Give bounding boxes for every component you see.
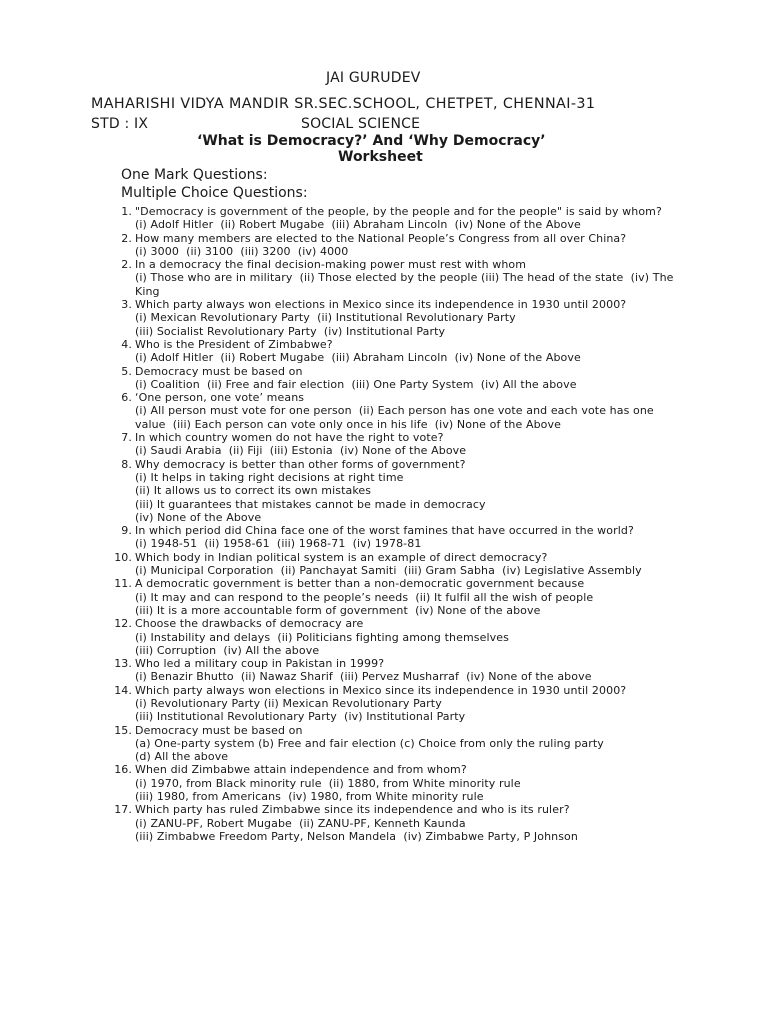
answer-options: (i) It helps in taking right decisions at right time	[135, 470, 404, 484]
question-item	[106, 763, 686, 803]
question-number: 2.	[121, 231, 132, 245]
question-number: 2.	[121, 258, 132, 272]
answer-options: (i) It may and can respond to the people’s needs (ii) It fulfil all the wish of people	[135, 590, 594, 604]
worksheet-title: ‘What is Democracy?’ And ‘Why Democracy’	[197, 133, 546, 149]
answer-options: (iii) Corruption (iv) All the above	[135, 643, 320, 657]
question-item	[106, 577, 686, 617]
question-text: Democracy must be based on	[135, 723, 303, 737]
question-number: 10.	[114, 550, 132, 564]
question-text: In a democracy the final decision-making power must rest with whom	[135, 258, 527, 272]
question-text: Choose the drawbacks of democracy are	[135, 617, 364, 631]
answer-options: (d) All the above	[135, 750, 229, 764]
answer-options: (i) Those who are in military (ii) Those elected by the people (iii) The head of the state (iv) The King	[135, 271, 678, 298]
question-number: 5.	[121, 364, 132, 378]
answer-options: (iii) Socialist Revolutionary Party (iv) Institutional Party	[135, 324, 446, 338]
question-item	[106, 205, 686, 232]
question-text: Who is the President of Zimbabwe?	[135, 337, 333, 351]
question-number: 4.	[121, 337, 132, 351]
question-text: Why democracy is better than other forms of government?	[135, 457, 466, 471]
answer-options: (i) Adolf Hitler (ii) Robert Mugabe (iii) Abraham Lincoln (iv) None of the Above	[135, 218, 581, 232]
standard-label: STD : IX	[91, 116, 149, 132]
question-number: 13.	[114, 657, 132, 671]
question-item	[106, 298, 686, 338]
question-number: 3.	[121, 298, 132, 312]
question-item	[106, 551, 686, 578]
answer-options: (i) Instability and delays (ii) Politicians fighting among themselves	[135, 630, 509, 644]
subject-label: SOCIAL SCIENCE	[301, 116, 421, 132]
question-number: 6.	[121, 391, 132, 405]
question-item	[106, 338, 686, 365]
answer-options: (i) 1948-51 (ii) 1958-61 (iii) 1968-71 (iv) 1978-81	[135, 537, 422, 551]
question-text: When did Zimbabwe attain independence and from whom?	[135, 763, 467, 777]
question-item	[106, 657, 686, 684]
question-number: 9.	[121, 524, 132, 538]
question-text: Which body in Indian political system is an example of direct democracy?	[135, 550, 548, 564]
worksheet-subtitle: Worksheet	[338, 149, 423, 165]
question-text: "Democracy is government of the people, by the people and for the people" is said by whom?	[135, 205, 662, 218]
answer-options: (iii) 1980, from Americans (iv) 1980, from White minority rule	[135, 790, 484, 804]
question-item	[106, 258, 686, 298]
question-text: ‘One person, one vote’ means	[135, 391, 305, 405]
answer-options: (iv) None of the Above	[135, 510, 262, 524]
question-item	[106, 391, 686, 431]
answer-options: (ii) It allows us to correct its own mistakes	[135, 484, 372, 498]
question-list	[106, 205, 686, 843]
answer-options: (i) All person must vote for one person (ii) Each person has one vote and each vote has one value (iii) Each person can vote only once in his life (iv) None of the Above	[135, 404, 658, 431]
answer-options: (i) 3000 (ii) 3100 (iii) 3200 (iv) 4000	[135, 244, 349, 258]
question-text: How many members are elected to the National People’s Congress from all over China?	[135, 231, 627, 245]
question-item	[106, 458, 686, 524]
answer-options: (iii) Institutional Revolutionary Party (iv) Institutional Party	[135, 710, 466, 724]
question-number: 11.	[114, 577, 132, 591]
answer-options: (i) Saudi Arabia (ii) Fiji (iii) Estonia (iv) None of the Above	[135, 444, 467, 458]
answer-options: (i) 1970, from Black minority rule (ii) 1880, from White minority rule	[135, 776, 521, 790]
question-number: 8.	[121, 457, 132, 471]
blessing-header: JAI GURUDEV	[326, 70, 421, 86]
question-item	[106, 524, 686, 551]
question-number: 16.	[114, 763, 132, 777]
answer-options: (iii) Zimbabwe Freedom Party, Nelson Mandela (iv) Zimbabwe Party, P Johnson	[135, 829, 578, 843]
school-name: MAHARISHI VIDYA MANDIR SR.SEC.SCHOOL, CHETPET, CHENNAI-31	[91, 96, 596, 112]
question-item	[106, 617, 686, 657]
question-number: 7.	[121, 431, 132, 445]
question-item	[106, 232, 686, 259]
answer-options: (i) Benazir Bhutto (ii) Nawaz Sharif (iii) Pervez Musharraf (iv) None of the above	[135, 670, 592, 684]
answer-options: (iii) It guarantees that mistakes cannot be made in democracy	[135, 497, 486, 511]
answer-options: (a) One-party system (b) Free and fair election (c) Choice from only the ruling party	[135, 736, 604, 750]
answer-options: (i) Coalition (ii) Free and fair election (iii) One Party System (iv) All the above	[135, 377, 577, 391]
question-number: 15.	[114, 723, 132, 737]
answer-options: (i) Revolutionary Party (ii) Mexican Revolutionary Party	[135, 696, 442, 710]
question-text: In which country women do not have the right to vote?	[135, 431, 444, 445]
answer-options: (i) Mexican Revolutionary Party (ii) Institutional Revolutionary Party	[135, 311, 516, 325]
question-text: Who led a military coup in Pakistan in 1999?	[135, 657, 385, 671]
question-number: 12.	[114, 617, 132, 631]
question-item	[106, 431, 686, 458]
question-item	[106, 684, 686, 724]
answer-options: (i) Adolf Hitler (ii) Robert Mugabe (iii) Abraham Lincoln (iv) None of the Above	[135, 351, 581, 365]
answer-options: (i) Municipal Corporation (ii) Panchayat Samiti (iii) Gram Sabha (iv) Legislative Assembly	[135, 564, 642, 578]
question-text: Which party has ruled Zimbabwe since its independence and who is its ruler?	[135, 803, 570, 817]
answer-options: (i) ZANU-PF, Robert Mugabe (ii) ZANU-PF, Kenneth Kaunda	[135, 816, 466, 830]
question-text: A democratic government is better than a non-democratic government because	[135, 577, 585, 591]
question-item	[106, 724, 686, 764]
question-number: 17.	[114, 803, 132, 817]
question-text: Democracy must be based on	[135, 364, 303, 378]
question-item	[106, 365, 686, 392]
section-mcq: Multiple Choice Questions:	[121, 185, 308, 201]
question-text: Which party always won elections in Mexico since its independence in 1930 until 2000?	[135, 298, 627, 312]
question-text: Which party always won elections in Mexico since its independence in 1930 until 2000?	[135, 683, 627, 697]
question-text: In which period did China face one of the worst famines that have occurred in the world?	[135, 524, 634, 538]
section-one-mark: One Mark Questions:	[121, 167, 268, 183]
question-number: 14.	[114, 683, 132, 697]
answer-options: (iii) It is a more accountable form of government (iv) None of the above	[135, 603, 541, 617]
question-number: 1.	[121, 205, 132, 218]
question-item	[106, 803, 686, 843]
